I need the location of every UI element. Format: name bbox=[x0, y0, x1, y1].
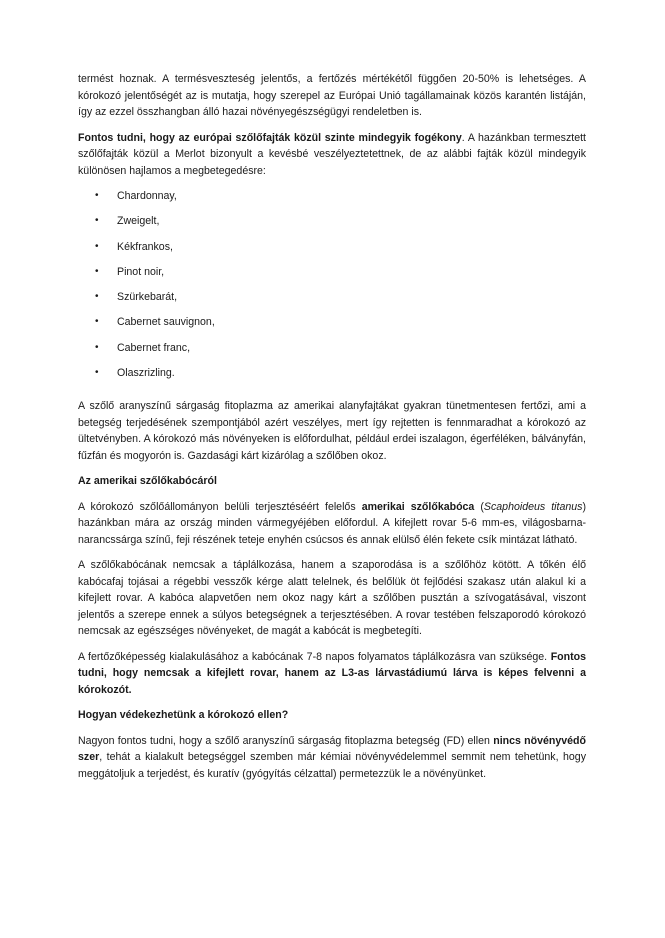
paragraph-yield-loss: termést hoznak. A termésveszteség jelentős, a fertőzés mértékétől függően 20-50% is lehetséges. A kórokozó jelentőségét az is mutatja, hogy szerepel az Európai Unió tagállamainak közös karantén listáján, így az ezzel összhangban álló hazai növényegészségügyi rendeletben is. bbox=[78, 73, 586, 118]
document-page bbox=[78, 71, 586, 791]
variety-list bbox=[78, 188, 586, 390]
paragraph-leafhopper-intro bbox=[78, 499, 586, 549]
paragraph-text: Nagyon fontos tudni, hogy a szőlő aranyszínű sárgaság fitoplazma betegség (FD) ellen bbox=[78, 734, 494, 747]
species-name: Scaphoideus titanus bbox=[483, 500, 583, 513]
list-item: • Szürkebarát, bbox=[78, 289, 586, 314]
bold-emphasis: nincs növényvédő szer bbox=[78, 734, 586, 764]
paragraph-infectivity bbox=[78, 649, 586, 699]
paragraph-text: ) hazánkban mára az ország minden vármegyéjében előfordul. A kifejlett rovar 5-6 mm-es, világosbarna-narancssárga színű, feji részének teteje enyhén csúcsos és annak elülső élén fekete csík mintázat látható. bbox=[78, 500, 586, 546]
list-item: • Olaszrizling. bbox=[78, 365, 586, 390]
bold-emphasis: Fontos tudni, hogy az európai szőlőfajták közül szinte mindegyik fogékony bbox=[78, 131, 462, 144]
paragraph-text: , tehát a kialakult betegséggel szemben már kémiai növényvédelemmel semmit nem tehetünk, hogy meggátoljuk a terjedést, és kuratív (gyógyítás célzattal) permetezzük le a növényünket. bbox=[78, 751, 586, 780]
list-item: • Cabernet franc, bbox=[78, 340, 586, 365]
bold-emphasis: amerikai szőlőkabóca bbox=[361, 500, 475, 513]
paragraph-text: A kórokozó szőlőállományon belüli terjesztéséért felelős bbox=[78, 500, 362, 513]
paragraph-text: . A hazánkban termesztett szőlőfajták közül a Merlot bizonyult a kevésbé veszélyeztetettnek, de az alábbi fajták közül mindegyik különösen hajlamos a megbetegedésre: bbox=[78, 131, 586, 177]
paragraph-no-cure bbox=[78, 733, 586, 783]
paragraph-text: ( bbox=[474, 500, 484, 513]
list-item: • Zweigelt, bbox=[78, 213, 586, 238]
paragraph-text: A fertőzőképesség kialakulásához a kabócának 7-8 napos folyamatos táplálkozásra van szüksége. bbox=[78, 650, 551, 663]
section-heading-leafhopper: Az amerikai szőlőkabócáról bbox=[78, 475, 217, 488]
paragraph-hosts: A szőlő aranyszínű sárgaság fitoplazma az amerikai alanyfajtákat gyakran tünetmentesen fertőzi, ami a betegség terjedésének szempontjából azért veszélyes, mert így rejtetten is fennmaradhat a kórokozó az ültetvényben. A kórokozó más növényeken is előfordulhat, például erdei iszalagon, égerféléken, bálványfán, fűzfán és mogyorón is. Gazdasági kárt kizárólag a szőlőben okoz. bbox=[78, 400, 586, 462]
list-item: • Kékfrankos, bbox=[78, 239, 586, 264]
bold-emphasis: Fontos tudni, hogy nemcsak a kifejlett rovar, hanem az L3-as lárvastádiumú lárva is képes felvenni a kórokozót. bbox=[78, 650, 586, 696]
list-item: • Chardonnay, bbox=[78, 188, 586, 213]
paragraph-susceptible-varieties bbox=[78, 130, 586, 180]
list-item: • Cabernet sauvignon, bbox=[78, 314, 586, 339]
section-heading-protection: Hogyan védekezhetünk a kórokozó ellen? bbox=[78, 709, 289, 722]
list-item: • Pinot noir, bbox=[78, 264, 586, 289]
paragraph-leafhopper-lifecycle: A szőlőkabócának nemcsak a táplálkozása, hanem a szaporodása is a szőlőhöz kötött. A tőkén élő kabócafaj tojásai a régebbi vesszők kérge alatt telelnek, és belőlük öt fejlődési szakasz után alakul ki a kifejlett rovar. A kabóca alapvetően nem okoz nagy kárt a szőlőben pusztán a szívogatásával, viszont jelentős a szerepe ennek a súlyos betegségnek a terjesztésében. A rovar testében felszaporodó kórokozó nemcsak az egészséges növényeket, de magát a kabócát is megbetegíti. bbox=[78, 559, 586, 638]
